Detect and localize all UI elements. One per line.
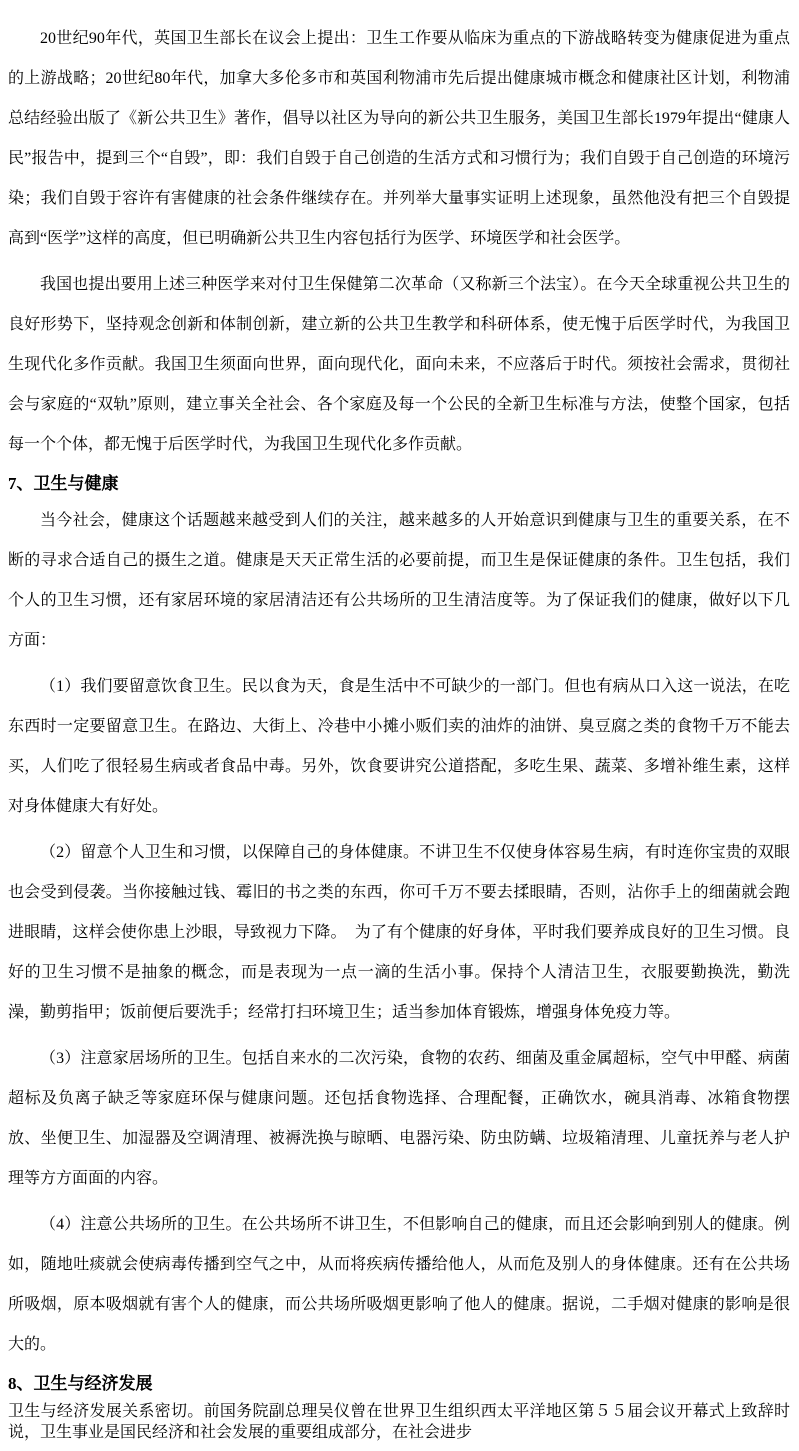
paragraph-economy-development: 卫生与经济发展关系密切。前国务院副总理吴仪曾在世界卫生组织西太平洋地区第５５届会议开幕式上致辞时说，卫生事业是国民经济和社会发展的重要组成部分，在社会进步 <box>8 1403 790 1441</box>
section-heading-7-hygiene-and-health: 7、卫生与健康 <box>8 474 119 493</box>
list-item-1-diet-hygiene: （1）我们要留意饮食卫生。民以食为天，食是生活中不可缺少的一部门。但也有病从口入这一说法，在吃东西时一定要留意卫生。在路边、大街上、冷巷中小摊小贩们卖的油炸的油饼、臭豆腐之类的食物千万不能去买，人们吃了很轻易生病或者食品中毒。另外，饮食要讲究公道搭配，多吃生果、蔬菜、多增补维生素，这样对身体健康大有好处。 <box>8 678 790 815</box>
paragraph-health-topic-intro: 当今社会，健康这个话题越来越受到人们的关注，越来越多的人开始意识到健康与卫生的重要关系，在不断的寻求合适自己的摄生之道。健康是天天正常生活的必要前提，而卫生是保证健康的条件。卫生包括，我们个人的卫生习惯，还有家居环境的家居清洁还有公共场所的卫生清洁度等。为了保证我们的健康，做好以下几方面： <box>8 512 790 649</box>
list-item-2-personal-hygiene: （2）留意个人卫生和习惯，以保障自己的身体健康。不讲卫生不仅使身体容易生病，有时连你宝贵的双眼也会受到侵袭。当你接触过钱、霉旧的书之类的东西，你可千万不要去揉眼睛，否则，沾你手上的细菌就会跑进眼睛，这样会使你患上沙眼，导致视力下降。 为了有个健康的好身体，平时我们要养成良好的卫生习惯。良好的卫生习惯不是抽象的概念，而是表现为一点一滴的生活小事。保持个人清洁卫生，衣服要勤换洗，勤洗澡，勤剪指甲；饭前便后要洗手；经常打扫环境卫生；适当参加体育锻炼，增强身体免疫力等。 <box>8 844 790 1021</box>
section-heading-8-hygiene-and-economy: 8、卫生与经济发展 <box>8 1374 153 1393</box>
list-item-4-public-place-hygiene: （4）注意公共场所的卫生。在公共场所不讲卫生，不但影响自己的健康，而且还会影响到别人的健康。例如，随地吐痰就会使病毒传播到空气之中，从而将疾病传播给他人，从而危及别人的身体健康。还有在公共场所吸烟，原本吸烟就有害个人的健康，而公共场所吸烟更影响了他人的健康。据说，二手烟对健康的影响是很大的。 <box>8 1216 790 1353</box>
paragraph-china-three-medicines: 我国也提出要用上述三种医学来对付卫生保健第二次革命（又称新三个法宝）。在今天全球重视公共卫生的良好形势下，坚持观念创新和体制创新，建立新的公共卫生教学和科研体系，使无愧于后医学时代，为我国卫生现代化多作贡献。我国卫生须面向世界，面向现代化，面向未来，不应落后于时代。须按社会需求，贯彻社会与家庭的“双轨”原则，建立事关全社会、各个家庭及每一个公民的全新卫生标准与方法，使整个国家，包括每一个个体，都无愧于后医学时代，为我国卫生现代化多作贡献。 <box>8 276 790 453</box>
list-item-3-home-hygiene: （3）注意家居场所的卫生。包括自来水的二次污染，食物的农药、细菌及重金属超标，空气中甲醛、病菌超标及负离子缺乏等家庭环保与健康问题。还包括食物选择、合理配餐，正确饮水，碗具消毒、冰箱食物摆放、坐便卫生、加湿器及空调清理、被褥洗换与晾晒、电器污染、防虫防螨、垃圾箱清理、儿童抚养与老人护理等方方面面的内容。 <box>8 1050 790 1187</box>
paragraph-public-health-history: 20世纪90年代，英国卫生部长在议会上提出：卫生工作要从临床为重点的下游战略转变为健康促进为重点的上游战略；20世纪80年代，加拿大多伦多市和英国利物浦市先后提出健康城市概念和健康社区计划，利物浦总结经验出版了《新公共卫生》著作，倡导以社区为导向的新公共卫生服务，美国卫生部长1979年提出“健康人民”报告中，提到三个“自毁”，即：我们自毁于自己创造的生活方式和习惯行为；我们自毁于自己创造的环境污染；我们自毁于容许有害健康的社会条件继续存在。并列举大量事实证明上述现象，虽然他没有把三个自毁提高到“医学”这样的高度，但已明确新公共卫生内容包括行为医学、环境医学和社会医学。 <box>8 30 790 247</box>
